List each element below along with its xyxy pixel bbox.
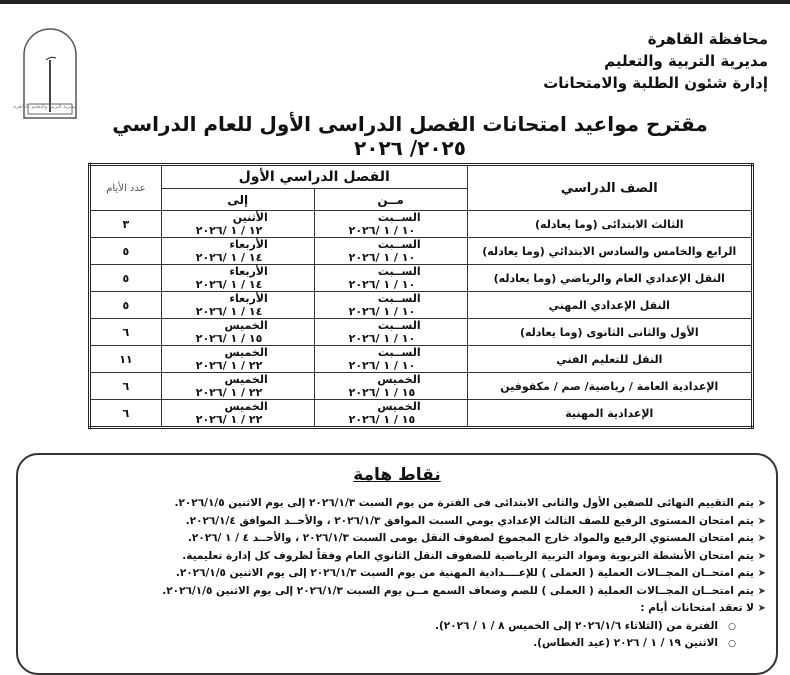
days-cell: ٦ xyxy=(90,373,162,400)
header-grade: الصف الدراسي xyxy=(467,165,752,211)
from-date: ١٥ / ١ /٢٠٢٦ xyxy=(348,386,416,399)
from-date: ١٠ / ١ /٢٠٢٦ xyxy=(348,278,416,291)
arrow-bullet-icon: ➤ xyxy=(757,515,766,527)
grade-cell: النقل الإعدادي المهني xyxy=(467,292,752,319)
days-cell: ٥ xyxy=(90,238,162,265)
to-day: الخميس xyxy=(224,319,268,332)
to-day: الخميس xyxy=(224,400,268,413)
table-row xyxy=(90,265,753,292)
table-row xyxy=(90,211,753,238)
grade-cell: الثالث الابتدائى (وما يعادله) xyxy=(467,211,752,238)
to-cell xyxy=(161,373,314,400)
header-to: إلى xyxy=(161,189,314,211)
table-row xyxy=(90,346,753,373)
table-row xyxy=(90,292,753,319)
from-cell xyxy=(314,265,467,292)
document-title: مقترح مواعيد امتحانات الفصل الدراسى الأول للعام الدراسي ٢٠٢٥/ ٢٠٢٦ xyxy=(112,112,708,160)
note-item: ➤يتم امتحــان المجــالات العملية ( العملى ) للإعــــدادية المهنية من يوم السبت ٢٠٢٦/١/٣ إلى يوم الاثنين ٢٠٢٦/١/٥. xyxy=(126,565,766,583)
no-exam-days-list xyxy=(126,618,766,653)
from-date: ١٠ / ١ /٢٠٢٦ xyxy=(348,359,416,372)
department: إدارة شئون الطلبة والامتحانات xyxy=(543,74,768,92)
to-date: ٢٢ / ١ /٢٠٢٦ xyxy=(195,413,263,426)
to-date: ٢٢ / ١ /٢٠٢٦ xyxy=(195,359,263,372)
to-date: ١٢ / ١ /٢٠٢٦ xyxy=(195,224,263,237)
days-cell: ٣ xyxy=(90,211,162,238)
grade-cell: النقل للتعليم الفني xyxy=(467,346,752,373)
from-date: ١٠ / ١ /٢٠٢٦ xyxy=(348,332,416,345)
from-cell xyxy=(314,346,467,373)
to-cell xyxy=(161,292,314,319)
directorate: مديرية التربية والتعليم xyxy=(604,52,768,70)
from-day: الســبت xyxy=(377,238,421,251)
to-cell xyxy=(161,238,314,265)
from-day: الســبت xyxy=(377,319,421,332)
to-cell xyxy=(161,346,314,373)
to-day: الأثنين xyxy=(232,211,268,224)
circle-bullet-icon: ○ xyxy=(728,621,736,632)
table-row xyxy=(90,373,753,400)
note-item: ➤يتم امتحان الأنشطة التربوية ومواد التربية الرياضية للصفوف النقل الثانوي العام وفقاً لظروف كل إدارة تعليمية. xyxy=(126,548,766,566)
grade-cell: الرابع والخامس والسادس الابتدائي (وما يعادله) xyxy=(467,238,752,265)
note-item: ➤يتم التقييم النهائى للصفين الأول والثانى الابتدائى فى الفترة من يوم السبت ٢٠٢٦/١/٣ إلى يوم الاثنين ٢٠٢٦/١/٥. xyxy=(126,495,766,513)
note-item: ➤يتم امتحان المستوي الرفيع والمواد خارج المجموع لصفوف النقل يومى السبت ٢٠٢٦/١/٣ ، والأحــد ٤ / ١ /٢٠٢٦. xyxy=(126,530,766,548)
from-date: ١٠ / ١ /٢٠٢٦ xyxy=(348,224,416,237)
grade-cell: الأول والثانى الثانوى (وما يعادله) xyxy=(467,319,752,346)
arrow-bullet-icon: ➤ xyxy=(757,603,766,614)
arrow-bullet-icon: ➤ xyxy=(757,533,766,544)
to-cell xyxy=(161,265,314,292)
top-border xyxy=(0,0,790,4)
grade-cell: الإعدادية العامة / رياضية/ صم / مكفوفين xyxy=(467,373,752,400)
from-day: الســبت xyxy=(377,265,421,278)
to-cell xyxy=(161,319,314,346)
notes-title: نقاط هامة xyxy=(353,465,441,485)
grade-cell: الإعدادية المهنية xyxy=(467,400,752,428)
notes-list xyxy=(126,495,766,653)
to-day: الخميس xyxy=(224,373,268,386)
from-cell xyxy=(314,400,467,428)
header-days: عدد الأيام xyxy=(90,165,162,211)
note-item: ➤يتم امتحان المستوى الرفيع للصف الثالث الإعدادي يومي السبت الموافق ٢٠٢٦/١/٣ ، والأحــد الموافق ٢٠٢٦/١/٤. xyxy=(126,513,766,531)
days-cell: ٥ xyxy=(90,265,162,292)
days-cell: ٦ xyxy=(90,400,162,428)
from-cell xyxy=(314,211,467,238)
from-date: ١٠ / ١ /٢٠٢٦ xyxy=(348,305,416,318)
note-item: ➤لا تعقد امتحانات أيام : ○الفترة من (الثلاثاء ٢٠٢٦/١/٦ إلى الخميس ٨ / ١ / ٢٠٢٦). ○الاثنين ١٩ / ١ / ٢٠٢٦ (عيد الغطاس). xyxy=(126,600,766,653)
header-term: الفصل الدراسي الأول xyxy=(161,165,467,189)
table-row xyxy=(90,400,753,428)
to-cell xyxy=(161,400,314,428)
days-cell: ٦ xyxy=(90,319,162,346)
to-day: الخميس xyxy=(224,346,268,359)
to-day: الأربعاء xyxy=(229,265,268,278)
note-item: ➤يتم امتحــان المجــالات العملية ( العملى ) للصم وضعاف السمع مــن يوم السبت ٢٠٢٦/١/٣ إلى يوم الاثنين ٢٠٢٦/١/٥. xyxy=(126,583,766,601)
grade-cell: النقل الإعدادي العام والرياضي (وما يعادله) xyxy=(467,265,752,292)
to-date: ١٤ / ١ /٢٠٢٦ xyxy=(195,251,263,264)
to-date: ١٥ / ١ /٢٠٢٦ xyxy=(195,332,263,345)
to-date: ١٤ / ١ /٢٠٢٦ xyxy=(195,305,263,318)
to-date: ٢٢ / ١ /٢٠٢٦ xyxy=(195,386,263,399)
sub-note-item: ○الفترة من (الثلاثاء ٢٠٢٦/١/٦ إلى الخميس ٨ / ١ / ٢٠٢٦). xyxy=(126,618,736,636)
from-day: الخميس xyxy=(377,373,421,386)
table-row xyxy=(90,238,753,265)
sub-note-item: ○الاثنين ١٩ / ١ / ٢٠٢٦ (عيد الغطاس). xyxy=(126,635,736,653)
exam-schedule-table xyxy=(88,163,754,429)
to-day: الأربعاء xyxy=(229,292,268,305)
arrow-bullet-icon: ➤ xyxy=(757,550,766,562)
from-day: الخميس xyxy=(377,400,421,413)
letterhead xyxy=(543,28,768,94)
arrow-bullet-icon: ➤ xyxy=(757,585,766,597)
header-from: مــن xyxy=(314,189,467,211)
from-cell xyxy=(314,373,467,400)
days-cell: ١١ xyxy=(90,346,162,373)
from-cell xyxy=(314,292,467,319)
governorate: محافظة القاهرة xyxy=(647,30,768,48)
from-cell xyxy=(314,319,467,346)
arrow-bullet-icon: ➤ xyxy=(757,498,766,509)
table-row xyxy=(90,319,753,346)
circle-bullet-icon: ○ xyxy=(728,639,736,649)
to-cell xyxy=(161,211,314,238)
important-notes-box xyxy=(16,453,778,675)
from-day: الســبت xyxy=(377,346,421,359)
from-date: ١٠ / ١ /٢٠٢٦ xyxy=(348,251,416,264)
logo-caption: مديرية التربية والتعليم بالقاهرة xyxy=(13,104,77,110)
from-cell xyxy=(314,238,467,265)
from-day: الســبت xyxy=(377,292,421,305)
to-date: ١٤ / ١ /٢٠٢٦ xyxy=(195,278,263,291)
arrow-bullet-icon: ➤ xyxy=(757,568,766,579)
from-date: ١٥ / ١ /٢٠٢٦ xyxy=(348,413,416,426)
from-day: الســبت xyxy=(377,211,421,224)
to-day: الأربعاء xyxy=(229,238,268,251)
days-cell: ٥ xyxy=(90,292,162,319)
